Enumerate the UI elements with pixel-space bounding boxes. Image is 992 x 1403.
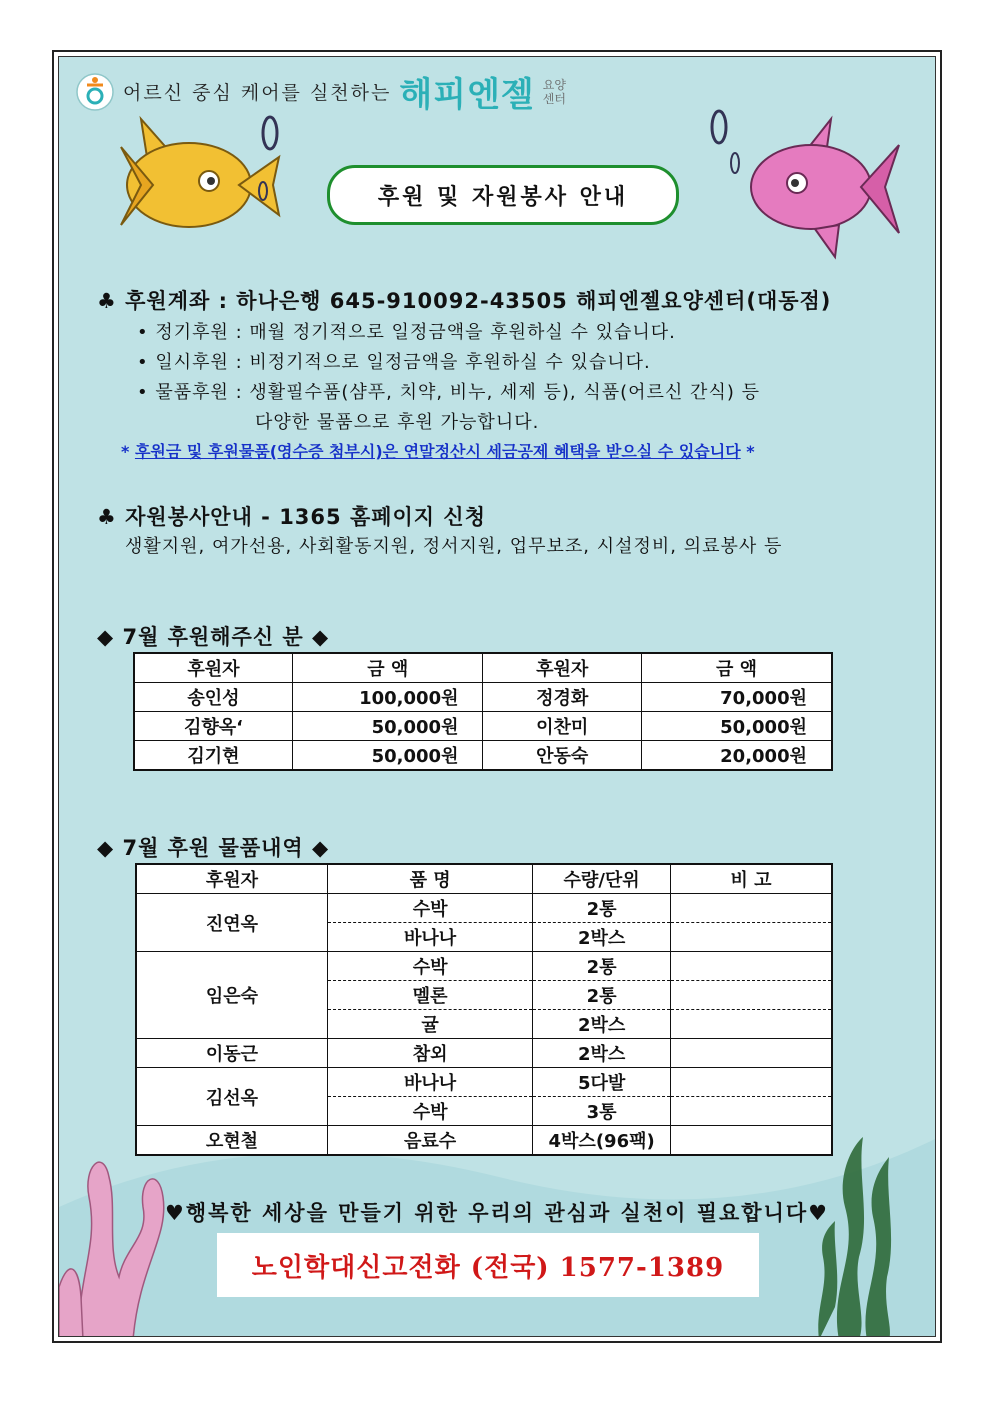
goods-item: 수박 xyxy=(327,894,532,923)
goods-note xyxy=(670,923,832,952)
goods-header-cell: 수량/단위 xyxy=(533,864,671,894)
goods-qty: 2통 xyxy=(533,952,671,981)
donor-amount: 20,000원 xyxy=(641,741,832,771)
brand-sub-line-1: 요양 xyxy=(542,77,566,92)
goods-note xyxy=(670,1126,832,1156)
account-heading: ♣ 후원계좌 : 하나은행 645-910092-43505 해피엔젤요양센터(대동점) xyxy=(97,289,832,313)
donor-name: 송인성 xyxy=(134,683,292,712)
donors-header-row xyxy=(134,653,832,683)
table-row xyxy=(134,741,832,771)
goods-item: 바나나 xyxy=(327,1068,532,1097)
page-title: 후원 및 자원봉사 안내 xyxy=(327,165,679,225)
table-row xyxy=(136,952,832,981)
volunteer-desc: 생활지원, 여가선용, 사회활동지원, 정서지원, 업무보조, 시설정비, 의료봉사 등 xyxy=(125,536,783,557)
goods-header-row xyxy=(136,864,832,894)
goods-note xyxy=(670,1010,832,1039)
account-item-onetime: • 일시후원 : 비정기적으로 일정금액을 후원하실 수 있습니다. xyxy=(137,352,651,373)
goods-item: 수박 xyxy=(327,1097,532,1126)
donors-header-cell: 후원자 xyxy=(134,653,292,683)
goods-qty: 2통 xyxy=(533,894,671,923)
abuse-hotline: 노인학대신고전화 (전국) 1577-1389 xyxy=(217,1233,759,1297)
page-background xyxy=(58,56,936,1337)
pink-fish-icon xyxy=(751,119,899,257)
brand-name: 해피엔젤 xyxy=(399,75,535,115)
table-row xyxy=(136,1039,832,1068)
goods-qty: 3통 xyxy=(533,1097,671,1126)
brand-subtitle xyxy=(543,78,566,106)
donor-amount: 50,000원 xyxy=(292,712,483,741)
donor-name: 이찬미 xyxy=(483,712,641,741)
goods-note xyxy=(670,1097,832,1126)
goods-qty: 2통 xyxy=(533,981,671,1010)
donors-table xyxy=(133,652,833,771)
account-item-goods-cont: 다양한 물품으로 후원 가능합니다. xyxy=(255,412,540,433)
goods-header-cell: 비 고 xyxy=(670,864,832,894)
donors-heading: ◆ 7월 후원해주신 분 ◆ xyxy=(97,625,330,649)
goods-note xyxy=(670,1039,832,1068)
page-frame xyxy=(52,50,942,1343)
goods-item: 참외 xyxy=(327,1039,532,1068)
table-row xyxy=(136,1126,832,1156)
donor-name: 김향옥‘ xyxy=(134,712,292,741)
goods-qty: 2박스 xyxy=(533,1010,671,1039)
goods-qty: 2박스 xyxy=(533,923,671,952)
center-logo-icon xyxy=(75,72,115,112)
goods-heading: ◆ 7월 후원 물품내역 ◆ xyxy=(97,836,330,860)
tax-note-star-right: * xyxy=(740,442,755,461)
slogan: ♥행복한 세상을 만들기 위한 우리의 관심과 실천이 필요합니다♥ xyxy=(165,1201,829,1225)
goods-donor: 진연옥 xyxy=(136,894,327,952)
goods-header-cell: 품 명 xyxy=(327,864,532,894)
donor-name: 안동숙 xyxy=(483,741,641,771)
header xyxy=(75,67,566,116)
goods-note xyxy=(670,894,832,923)
goods-item: 음료수 xyxy=(327,1126,532,1156)
header-tagline: 어르신 중심 케어를 실천하는 xyxy=(123,82,392,104)
donor-amount: 100,000원 xyxy=(292,683,483,712)
table-row xyxy=(136,1068,832,1097)
goods-item: 멜론 xyxy=(327,981,532,1010)
table-row xyxy=(134,683,832,712)
goods-note xyxy=(670,981,832,1010)
donor-amount: 50,000원 xyxy=(641,712,832,741)
donor-amount: 50,000원 xyxy=(292,741,483,771)
goods-item: 수박 xyxy=(327,952,532,981)
goods-donor: 이동근 xyxy=(136,1039,327,1068)
goods-note xyxy=(670,1068,832,1097)
donors-header-cell: 금 액 xyxy=(292,653,483,683)
goods-qty: 2박스 xyxy=(533,1039,671,1068)
volunteer-heading: ♣ 자원봉사안내 - 1365 홈페이지 신청 xyxy=(97,505,486,529)
goods-qty: 5다발 xyxy=(533,1068,671,1097)
goods-header-cell: 후원자 xyxy=(136,864,327,894)
donor-name: 김기현 xyxy=(134,741,292,771)
table-row xyxy=(134,712,832,741)
goods-item: 바나나 xyxy=(327,923,532,952)
goods-qty: 4박스(96팩) xyxy=(533,1126,671,1156)
brand-sub-line-2: 센터 xyxy=(542,91,566,106)
donors-header-cell: 금 액 xyxy=(641,653,832,683)
donors-header-cell: 후원자 xyxy=(483,653,641,683)
goods-table xyxy=(135,863,833,1156)
tax-note-star-left: * xyxy=(121,442,135,461)
goods-donor: 오현철 xyxy=(136,1126,327,1156)
table-row xyxy=(136,894,832,923)
goods-donor: 김선옥 xyxy=(136,1068,327,1126)
goods-item: 귤 xyxy=(327,1010,532,1039)
account-item-goods: • 물품후원 : 생활필수품(샴푸, 치약, 비누, 세제 등), 식품(어르신 간식) 등 xyxy=(137,382,760,403)
account-item-regular: • 정기후원 : 매월 정기적으로 일정금액을 후원하실 수 있습니다. xyxy=(137,322,676,343)
donor-amount: 70,000원 xyxy=(641,683,832,712)
yellow-fish-icon xyxy=(121,119,279,227)
goods-donor: 임은숙 xyxy=(136,952,327,1039)
tax-note-text: 후원금 및 후원물품(영수증 첨부시)은 연말정산시 세금공제 혜택을 받으실 수 있습니다 xyxy=(134,442,741,461)
tax-note xyxy=(121,439,755,462)
goods-note xyxy=(670,952,832,981)
donor-name: 정경화 xyxy=(483,683,641,712)
